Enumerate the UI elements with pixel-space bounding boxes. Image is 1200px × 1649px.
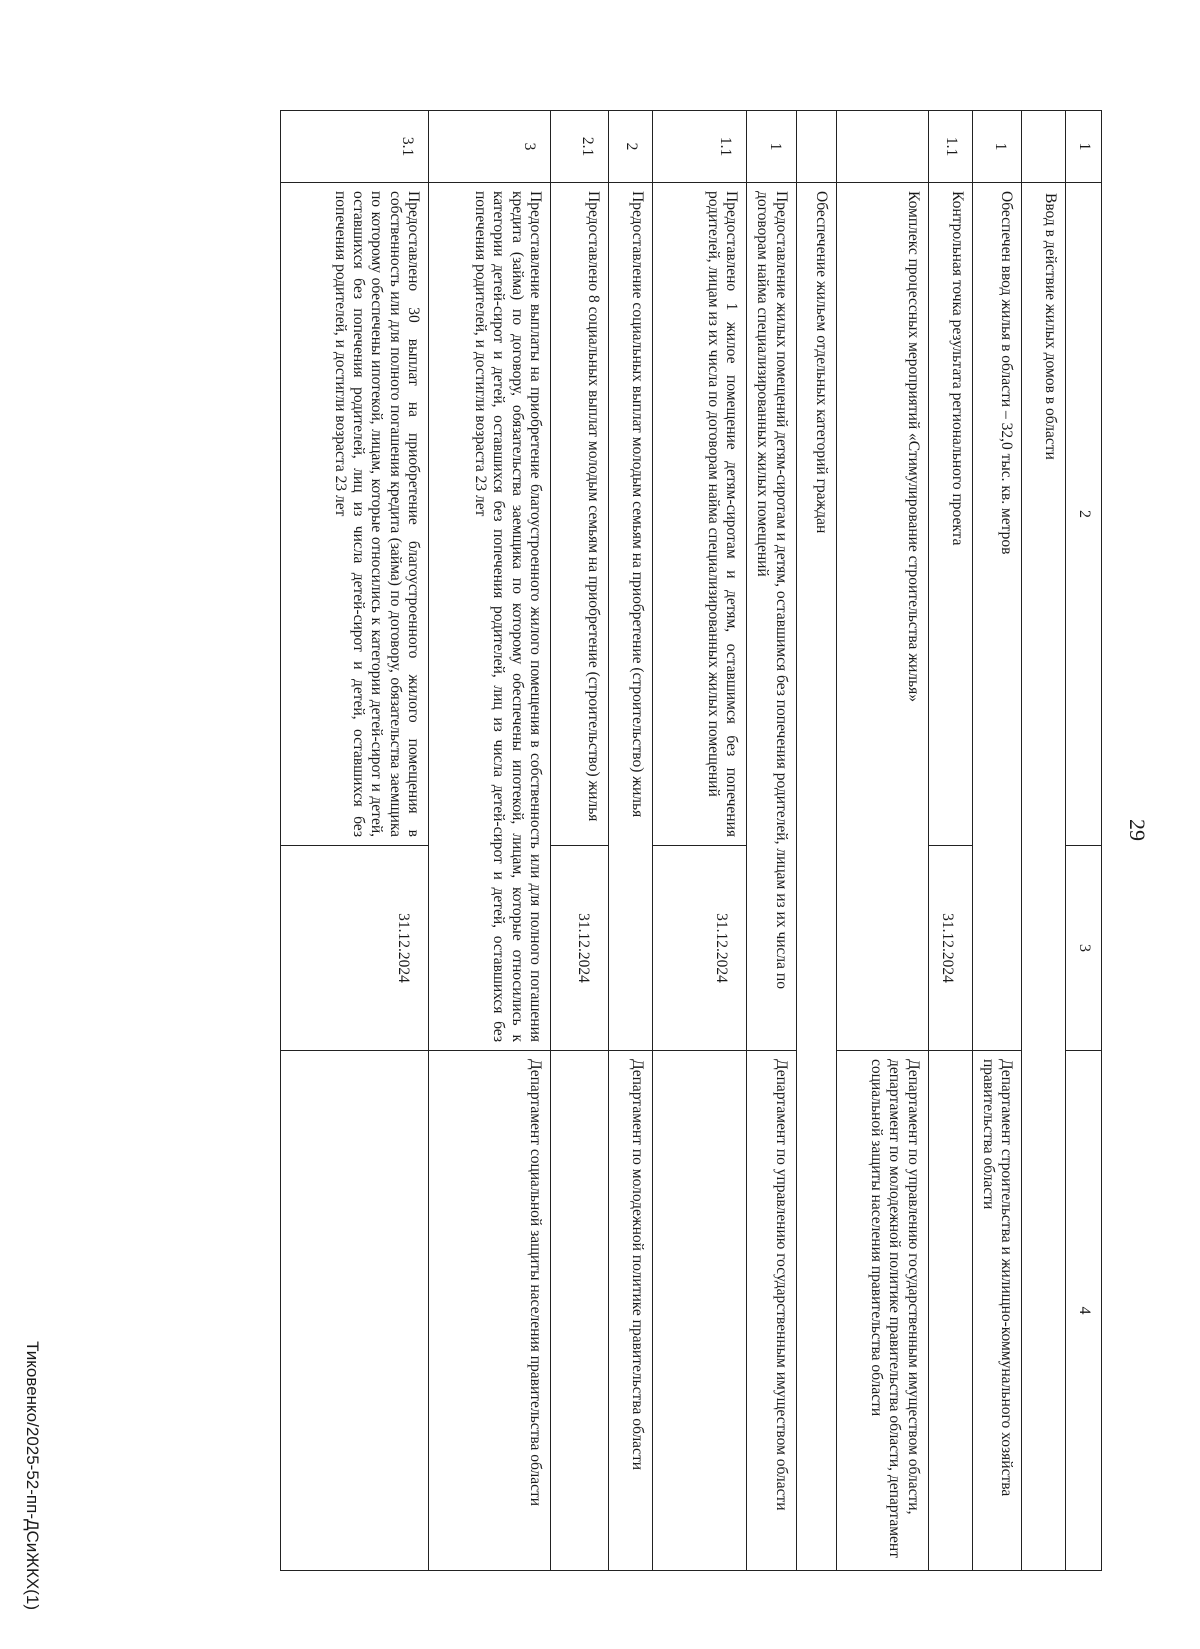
header-col-4: 4	[1066, 1051, 1102, 1571]
row-text: Предоставление жилых помещений детям-сиротам и детям, оставшимся без попечения родителей, лицам из их числа по договорам найма специализированных жилых помещений	[747, 183, 797, 1051]
row-number: 2.1	[551, 111, 609, 183]
table-row	[551, 111, 609, 1571]
row-number	[1022, 111, 1066, 183]
table-row	[796, 111, 836, 1571]
row-number	[836, 111, 928, 183]
responsible-department	[653, 1051, 747, 1571]
table-row	[429, 111, 551, 1571]
responsible-department	[281, 1051, 429, 1571]
responsible-department: Департамент по молодежной политике правительства области	[609, 1051, 653, 1571]
plan-table	[280, 110, 1102, 1571]
responsible-department: Департамент по управлению государственным имуществом области	[747, 1051, 797, 1571]
row-number: 2	[609, 111, 653, 183]
row-number	[796, 111, 836, 183]
table-row	[1022, 111, 1066, 1571]
deadline-date: 31.12.2024	[928, 846, 972, 1051]
table-row	[972, 111, 1022, 1571]
table-row	[836, 111, 928, 1571]
row-number: 3	[429, 111, 551, 183]
table-row	[747, 111, 797, 1571]
row-number: 1	[747, 111, 797, 183]
row-number: 1.1	[928, 111, 972, 183]
page-number: 29	[1125, 819, 1150, 841]
table-header-row	[1066, 111, 1102, 1571]
responsible-department	[551, 1051, 609, 1571]
table-row	[928, 111, 972, 1571]
header-col-1: 1	[1066, 111, 1102, 183]
row-text: Обеспечен ввод жилья в области – 32,0 тыс. кв. метров	[972, 183, 1022, 1051]
responsible-department: Департамент по управлению государственным имуществом области, департамент по молодежной политике правительства области, департамент социальной защиты населения правительства области	[836, 1051, 928, 1571]
row-text: Предоставление социальных выплат молодым семьям на приобретение (строительство) жилья	[609, 183, 653, 1051]
row-text: Предоставлено 30 выплат на приобретение благоустроенного жилого помещения в собственность или для полного погашения кредита (займа) по договору, обязательства заемщика по которому обеспечены ипотекой, лицам, которые относились к категории детей-сирот и детей, оставшихся без попечения родителей, лиц из числа детей-сирот и детей, оставшихся без попечения родителей, и достигли возраста 23 лет	[281, 183, 429, 846]
section-title: Ввод в действие жилых домов в области	[1022, 183, 1066, 1571]
header-col-3: 3	[1066, 846, 1102, 1051]
row-number: 1	[972, 111, 1022, 183]
row-number: 3.1	[281, 111, 429, 183]
row-text: Предоставление выплаты на приобретение благоустроенного жилого помещения в собственность или для полного погашения кредита (займа) по договору, обязательства заемщика по которому обеспечены ипотекой, лицам, которые относились к категории детей-сирот и детей, оставшихся без попечения родителей, лиц из числа детей-сирот и детей, оставшихся без попечения родителей, и достигли возраста 23 лет	[429, 183, 551, 1051]
deadline-date: 31.12.2024	[551, 846, 609, 1051]
row-text: Контрольная точка результата регионального проекта	[928, 183, 972, 846]
section-title: Обеспечение жильем отдельных категорий граждан	[796, 183, 836, 1571]
complex-title: Комплекс процессных мероприятий «Стимулирование строительства жилья»	[836, 183, 928, 1051]
row-text: Предоставлено 1 жилое помещение детям-сиротам и детям, оставшимся без попечения родителей, лицам из их числа по договорам найма специализированных жилых помещений	[653, 183, 747, 846]
table-row	[653, 111, 747, 1571]
responsible-department: Департамент строительства и жилищно-коммунального хозяйства правительства области	[972, 1051, 1022, 1571]
row-text: Предоставлено 8 социальных выплат молодым семьям на приобретение (строительство) жилья	[551, 183, 609, 846]
responsible-department: Департамент социальной защиты населения правительства области	[429, 1051, 551, 1571]
deadline-date: 31.12.2024	[281, 846, 429, 1051]
document-code: Тиковенко/2025-52-пп-ДСиЖКХ(1)	[23, 1341, 42, 1610]
table-row	[609, 111, 653, 1571]
header-col-2: 2	[1066, 183, 1102, 846]
table-row	[281, 111, 429, 1571]
responsible-department	[928, 1051, 972, 1571]
row-number: 1.1	[653, 111, 747, 183]
deadline-date: 31.12.2024	[653, 846, 747, 1051]
